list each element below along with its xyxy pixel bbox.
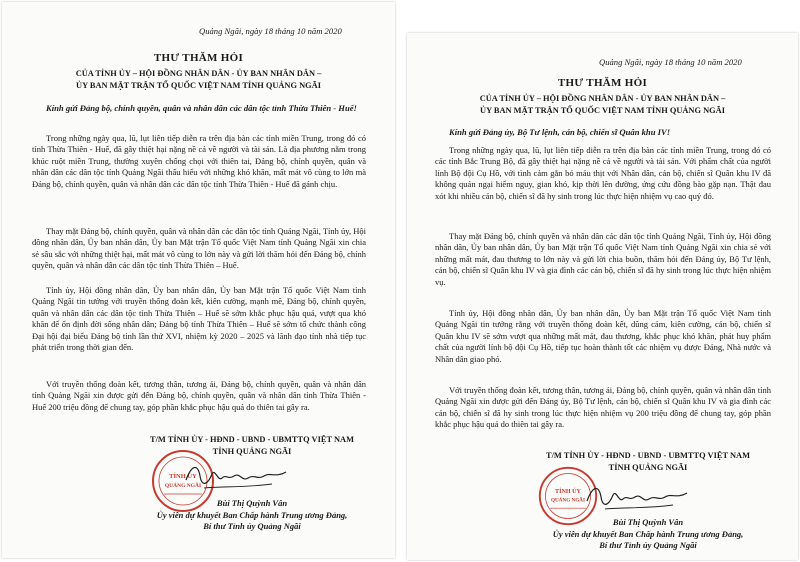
svg-text:TỈNH ỦY: TỈNH ỦY bbox=[555, 489, 581, 496]
letter-subtitle-line2: ỦY BAN MẶT TRẬN TỔ QUỐC VIỆT NAM TỈNH QUẢNG NGÃI bbox=[76, 81, 321, 90]
letter-left bbox=[2, 2, 395, 558]
letter-paragraph-2: Thay mặt Đảng bộ, chính quyền và nhân dân các dân tộc tỉnh Quảng Ngãi, Tỉnh ủy, Hội đồng nhân dân, Ủy ban nhân dân, Ủy ban Mặt trận Tổ quốc Việt Nam tỉnh Quảng Ngãi xin chia sẻ với những mất mát, đau thương to lớn này và gửi lời chia buồn, thăm hỏi đến Đảng ủy, Bộ Tư lệnh, cán bộ, chiến sĩ Quân khu IV và gia đình các cán bộ, chiến sĩ đã hy sinh trong lúc thực hiện nhiệm vụ. bbox=[435, 231, 771, 287]
letter-date: Quảng Ngãi, ngày 18 tháng 10 năm 2020 bbox=[199, 26, 342, 36]
signature-authority-line2: TỈNH QUẢNG NGÃI bbox=[212, 446, 292, 456]
signer-name: Bùi Thị Quỳnh Vân bbox=[216, 498, 288, 508]
letter-paragraph-1: Trong những ngày qua, lũ, lụt liên tiếp diễn ra trên địa bàn các tỉnh miền Trung, trong đó có các tỉnh Bắc Trung Bộ, đã gây thiệt hại nặng nề cả về người và tài sản. Với phẩm chất của người lính Bộ đội Cụ Hồ, với tình cảm gắn bó máu thịt với Nhân dân, cán bộ, chiến sĩ Quân khu IV đã không quản ngại hiểm nguy, gian khó, kịp thời lên đường, ứng cứu đồng bào gặp nạn. Thật đau xót khi nhiều cán bộ, chiến sĩ đã hy sinh trong lúc thực hiện nhiệm vụ cao quý đó. bbox=[435, 145, 771, 201]
svg-text:QUẢNG NGÃI: QUẢNG NGÃI bbox=[164, 483, 202, 489]
signature-authority-line1: T/M TỈNH ỦY - HĐND - UBND - UBMTTQ VIỆT NAM bbox=[546, 451, 750, 460]
letter-subtitle-line1: CỦA TỈNH ỦY – HỘI ĐỒNG NHÂN DÂN - ỦY BAN NHÂN DÂN – bbox=[75, 69, 322, 78]
letter-paragraph-3: Tỉnh ủy, Hội đồng nhân dân, Ủy ban nhân dân, Ủy ban Mặt trận Tổ quốc Việt Nam tỉnh Quảng Ngãi tin tưởng với truyền thống đoàn kết, kiên cường, mạnh mẽ, Đảng bộ, chính quyền, quân và nhân dân các dân tộc tỉnh Thừa Thiên – Huế sẽ sớm khắc phục hậu quả, vượt qua khó khăn để ổn định đời sống nhân dân; Đảng bộ tỉnh Thừa Thiên – Huế sẽ sớm tổ chức thành công Đại hội đại biểu Đảng bộ tỉnh lần thứ XVI, nhiệm kỳ 2020 – 2025 và lãnh đạo tỉnh nhà tiếp tục phát triển trong thời gian đến. bbox=[32, 285, 366, 353]
signer-block bbox=[517, 517, 779, 552]
signature-authority-line2: TỈNH QUẢNG NGÃI bbox=[608, 462, 688, 472]
letter-paragraph-1: Trong những ngày qua, lũ, lụt liên tiếp diễn ra trên địa bàn các tỉnh miền Trung, trong đó có tỉnh Thừa Thiên - Huế, đã gây thiệt hại nặng nề cả về người và tài sản. Là địa phương nằm trong khúc ruột miền Trung, thường xuyên chống chọi với thiên tai, Đảng bộ, chính quyền, quân và nhân dân các dân tộc tỉnh Quảng Ngãi thấu hiểu với những khó khăn, mất mát vô cùng to lớn mà Đảng bộ, chính quyền, quân và nhân dân các dân tộc tỉnh Thừa Thiên - Huế đã gánh chịu. bbox=[32, 133, 366, 189]
letter-paragraph-2: Thay mặt Đảng bộ, chính quyền, quân và nhân dân các dân tộc tỉnh Quảng Ngãi, Tỉnh ủy, Hội đồng nhân dân, Ủy ban nhân dân, Ủy ban Mặt trận Tổ quốc Việt Nam tỉnh Quảng Ngãi xin chia sẻ sâu sắc với những thiệt hại, mất mát vô cùng to lớn này và gửi lời thăm hỏi đến Đảng bộ, chính quyền, quân và nhân dân các dân tộc tỉnh Thừa Thiên – Huế. bbox=[32, 226, 366, 271]
letter-title: THƯ THĂM HỎI bbox=[557, 77, 648, 89]
letter-title: THƯ THĂM HỎI bbox=[153, 52, 244, 64]
signer-role-line1: Ủy viên dự khuyết Ban Chấp hành Trung ương Đảng, bbox=[156, 509, 348, 520]
letter-paragraph-4: Với truyền thống đoàn kết, tương thân, tương ái, Đảng bộ, chính quyền, quân và nhân dân tỉnh Quảng Ngãi xin được gửi đến Đảng ủy, Bộ Tư lệnh, cán bộ, chiến sĩ Quân khu IV và gia đình các cán bộ, chiến sĩ đã hy sinh trong lúc thực hiện nhiệm vụ 200 triệu đồng để chung tay, góp phần khắc phục hậu quả do thiên tai gây ra. bbox=[435, 385, 771, 430]
letter-paragraph-4: Với truyền thống đoàn kết, tương thân, tương ái, Đảng bộ, chính quyền, quân và nhân dân tỉnh Quảng Ngãi xin được gửi đến Đảng bộ, chính quyền, quân và nhân dân tỉnh Thừa Thiên - Huế 200 triệu đồng để chung tay, góp phần khắc phục hậu quả do thiên tai gây ra. bbox=[32, 379, 366, 412]
signer-name: Bùi Thị Quỳnh Vân bbox=[612, 517, 684, 527]
letter-greeting: Kính gửi Đảng bộ, chính quyền, quân và nhân dân các dân tộc tỉnh Thừa Thiên - Huế! bbox=[46, 103, 357, 113]
signer-role-line2: Bí thư Tỉnh ủy Quảng Ngãi bbox=[599, 540, 697, 550]
letter-date: Quảng Ngãi, ngày 18 tháng 10 năm 2020 bbox=[599, 57, 742, 67]
signer-role-line1: Ủy viên dự khuyết Ban Chấp hành Trung ương Đảng, bbox=[552, 528, 744, 539]
svg-text:QUẢNG NGÃI: QUẢNG NGÃI bbox=[551, 497, 585, 504]
handwritten-signature bbox=[182, 458, 292, 498]
signature-authority-line1: T/M TỈNH ỦY - HĐND - UBND - UBMTTQ VIỆT NAM bbox=[150, 435, 354, 444]
letter-subtitle-line2: ỦY BAN MẶT TRẬN TỔ QUỐC VIỆT NAM TỈNH QUẢNG NGÃI bbox=[480, 106, 725, 115]
signer-block bbox=[122, 498, 382, 533]
letter-paragraph-3: Tỉnh ủy, Hội đồng nhân dân, Ủy ban nhân dân, Ủy ban Mặt trận Tổ quốc Việt Nam tỉnh Quảng Ngãi tin tưởng rằng với truyền thống đoàn kết, dũng cảm, kiên cường, cán bộ, chiến sĩ Quân khu IV sẽ sớm vượt qua những mất mát, đau thương, khắc phục khó khăn, phát huy phẩm chất của người lính bộ đội Cụ Hồ, tiếp tục hoàn thành tốt các nhiệm vụ được Đảng, Nhà nước và Nhân dân giao phó. bbox=[435, 308, 771, 364]
signer-role-line2: Bí thư Tỉnh ủy Quảng Ngãi bbox=[203, 521, 301, 531]
svg-text:TỈNH ỦY: TỈNH ỦY bbox=[169, 473, 197, 480]
letter-greeting: Kính gửi Đảng ủy, Bộ Tư lệnh, cán bộ, chiến sĩ Quân khu IV! bbox=[449, 127, 671, 137]
letter-subtitle-line1: CỦA TỈNH ỦY – HỘI ĐỒNG NHÂN DÂN - ỦY BAN NHÂN DÂN – bbox=[479, 94, 726, 103]
letter-right bbox=[407, 33, 798, 560]
handwritten-signature bbox=[583, 479, 693, 519]
